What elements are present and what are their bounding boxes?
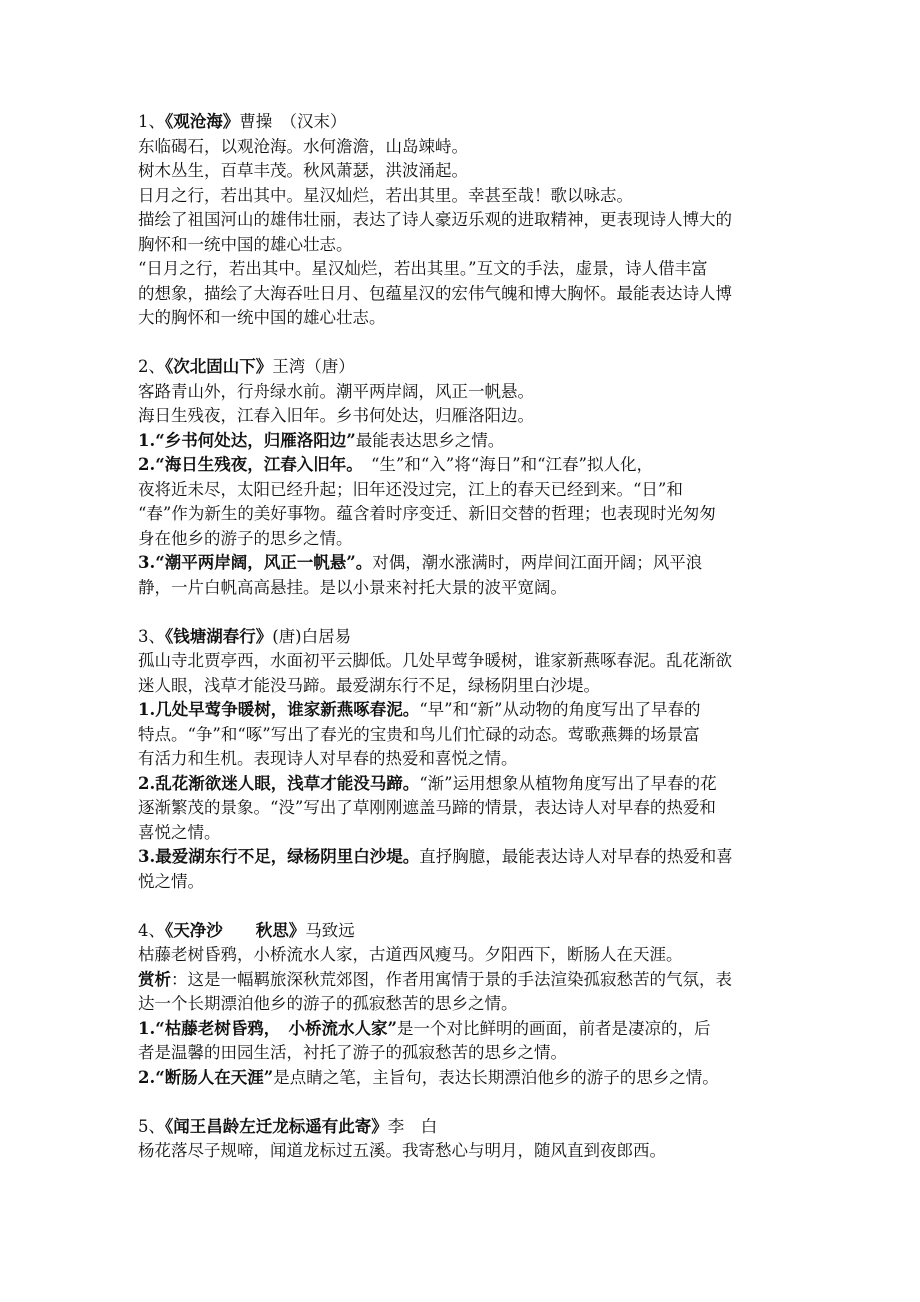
text-line: 东临碣石，以观沧海。水何澹澹，山岛竦峙。 (138, 136, 468, 156)
poem-number: 5、 (138, 1116, 165, 1136)
poem-heading-5 (138, 1115, 788, 1140)
text-line: 的想象，描绘了大海吞吐日月、包蕴星汉的宏伟气魄和博大胸怀。最能表达诗人博 (138, 283, 732, 303)
analysis-point (138, 698, 788, 723)
text-line: 逐渐繁茂的景象。“没”写出了草刚刚遮盖马蹄的情景，表达诗人对早春的热爱和 (138, 798, 716, 817)
appreciation-line (138, 968, 788, 993)
text-line: 夜将近未尽，太阳已经升起；旧年还没过完，江上的春天已经到来。“日”和 (138, 479, 683, 499)
analysis-point (138, 1017, 788, 1042)
poem-author: (唐)白居易 (272, 626, 352, 646)
text-line: 孤山寺北贾亭西，水面初平云脚低。几处早莺争暖树，谁家新燕啄春泥。乱花渐欲 (138, 651, 732, 670)
poem-title: 《天净沙 秋思》 (165, 920, 306, 940)
poem-heading-4 (138, 919, 788, 944)
key-line: 2.“断肠人在天涯” (138, 1067, 274, 1087)
document-body (138, 110, 788, 1164)
text-line: 胸怀和一统中国的雄心壮志。 (138, 234, 353, 254)
analysis-text: “早”和“新”从动物的角度写出了早春的 (419, 700, 701, 719)
analysis-point (138, 1066, 788, 1091)
section-gap (138, 331, 788, 356)
key-line: 3.“潮平两岸阔，风正一帆悬”。 (138, 553, 373, 572)
poem-title: 《钱塘湖春行》 (165, 626, 273, 646)
section-gap (138, 894, 788, 919)
key-line: 3.最爱湖东行不足，绿杨阴里白沙堤。 (138, 847, 420, 866)
text-line: 达一个长期漂泊他乡的游子的孤寂愁苦的思乡之情。 (138, 994, 518, 1013)
poem-author: 李 白 (387, 1116, 438, 1136)
text-line: 海日生残夜，江春入旧年。乡书何处达，归雁洛阳边。 (138, 406, 534, 425)
poem-number: 4、 (138, 920, 165, 940)
poem-number: 1、 (138, 112, 165, 131)
text-line: 有活力和生机。表现诗人对早春的热爱和喜悦之情。 (138, 749, 518, 768)
section-gap (138, 600, 788, 625)
analysis-text: “生”和“入”将“海日”和“江春”拟人化， (354, 455, 653, 474)
analysis-text: 最能表达思乡之情。 (355, 430, 505, 450)
poem-heading-2 (138, 355, 788, 380)
text-line: 特点。“争”和“啄”写出了春光的宝贵和鸟儿们忙碌的动态。莺歌燕舞的场景富 (138, 724, 700, 744)
text-line: 悦之情。 (138, 871, 204, 891)
analysis-point (138, 429, 788, 454)
poem-title: 《次北固山下》 (165, 357, 273, 376)
key-line: 1.“乡书何处达，归雁洛阳边” (138, 430, 356, 450)
appreciation-label: 赏析 (138, 969, 171, 989)
poem-number: 2、 (138, 357, 165, 376)
text-line: 迷人眼，浅草才能没马蹄。最爱湖东行不足，绿杨阴里白沙堤。 (138, 675, 600, 695)
analysis-point (138, 845, 788, 870)
text-line: 树木丛生，百草丰茂。秋风萧瑟，洪波涌起。 (138, 161, 468, 180)
key-line: 2.“海日生残夜，江春入旧年。 (138, 455, 355, 474)
text-line: 杨花落尽子规啼，闻道龙标过五溪。我寄愁心与明月，随风直到夜郎西。 (138, 1141, 666, 1160)
analysis-point (138, 453, 788, 478)
section-gap (138, 1090, 788, 1115)
poem-author: 马致远 (305, 920, 355, 940)
analysis-text: 是点睛之笔，主旨句，表达长期漂泊他乡的游子的思乡之情。 (273, 1067, 719, 1087)
key-line: 2.乱花渐欲迷人眼，浅草才能没马蹄。 (138, 773, 420, 793)
poem-title: 《观沧海》 (165, 112, 240, 131)
text-line: 枯藤老树昏鸦，小桥流水人家，古道西风瘦马。夕阳西下，断肠人在天涯。 (138, 945, 683, 964)
analysis-text: 是一个对比鲜明的画面，前者是凄凉的，后 (396, 1018, 711, 1038)
analysis-text: ：这是一幅羁旅深秋荒郊图，作者用寓情于景的手法渲染孤寂愁苦的气氛，表 (171, 969, 732, 989)
key-line: 1.“枯藤老树昏鸦， 小桥流水人家” (138, 1018, 397, 1038)
analysis-text: 直抒胸臆，最能表达诗人对早春的热爱和喜 (419, 847, 733, 866)
poem-heading-1 (138, 110, 788, 135)
text-line: 描绘了祖国河山的雄伟壮丽，表达了诗人豪迈乐观的进取精神，更表现诗人博大的 (138, 210, 732, 229)
text-line: 喜悦之情。 (138, 822, 221, 842)
text-line: 大的胸怀和一统中国的雄心壮志。 (138, 308, 386, 327)
analysis-text: 对偶，潮水涨满时，两岸间江面开阔；风平浪 (372, 553, 703, 572)
text-line: 者是温馨的田园生活，衬托了游子的孤寂愁苦的思乡之情。 (138, 1043, 567, 1062)
analysis-point (138, 551, 788, 576)
text-line: 身在他乡的游子的思乡之情。 (138, 528, 353, 548)
poem-author: 王湾（唐） (272, 357, 355, 376)
poem-author: 曹操 （汉末） (239, 112, 347, 131)
analysis-text: “渐”运用想象从植物角度写出了早春的花 (419, 773, 717, 793)
poem-number: 3、 (138, 626, 165, 646)
poem-title: 《闻王昌龄左迁龙标遥有此寄》 (165, 1116, 388, 1136)
text-line: “春”作为新生的美好事物。蕴含着时序变迁、新旧交替的哲理；也表现时光匆匆 (138, 504, 716, 523)
poem-heading-3 (138, 625, 788, 650)
text-line: “日月之行，若出其中。星汉灿烂，若出其里。”互文的手法，虚景，诗人借丰富 (138, 259, 708, 278)
key-line: 1.几处早莺争暖树，谁家新燕啄春泥。 (138, 700, 420, 719)
analysis-point (138, 772, 788, 797)
text-line: 静，一片白帆高高悬挂。是以小景来衬托大景的波平宽阔。 (138, 577, 567, 597)
text-line: 客路青山外，行舟绿水前。潮平两岸阔，风正一帆悬。 (138, 381, 534, 401)
text-line: 日月之行，若出其中。星汉灿烂，若出其里。幸甚至哉！歌以咏志。 (138, 185, 633, 205)
